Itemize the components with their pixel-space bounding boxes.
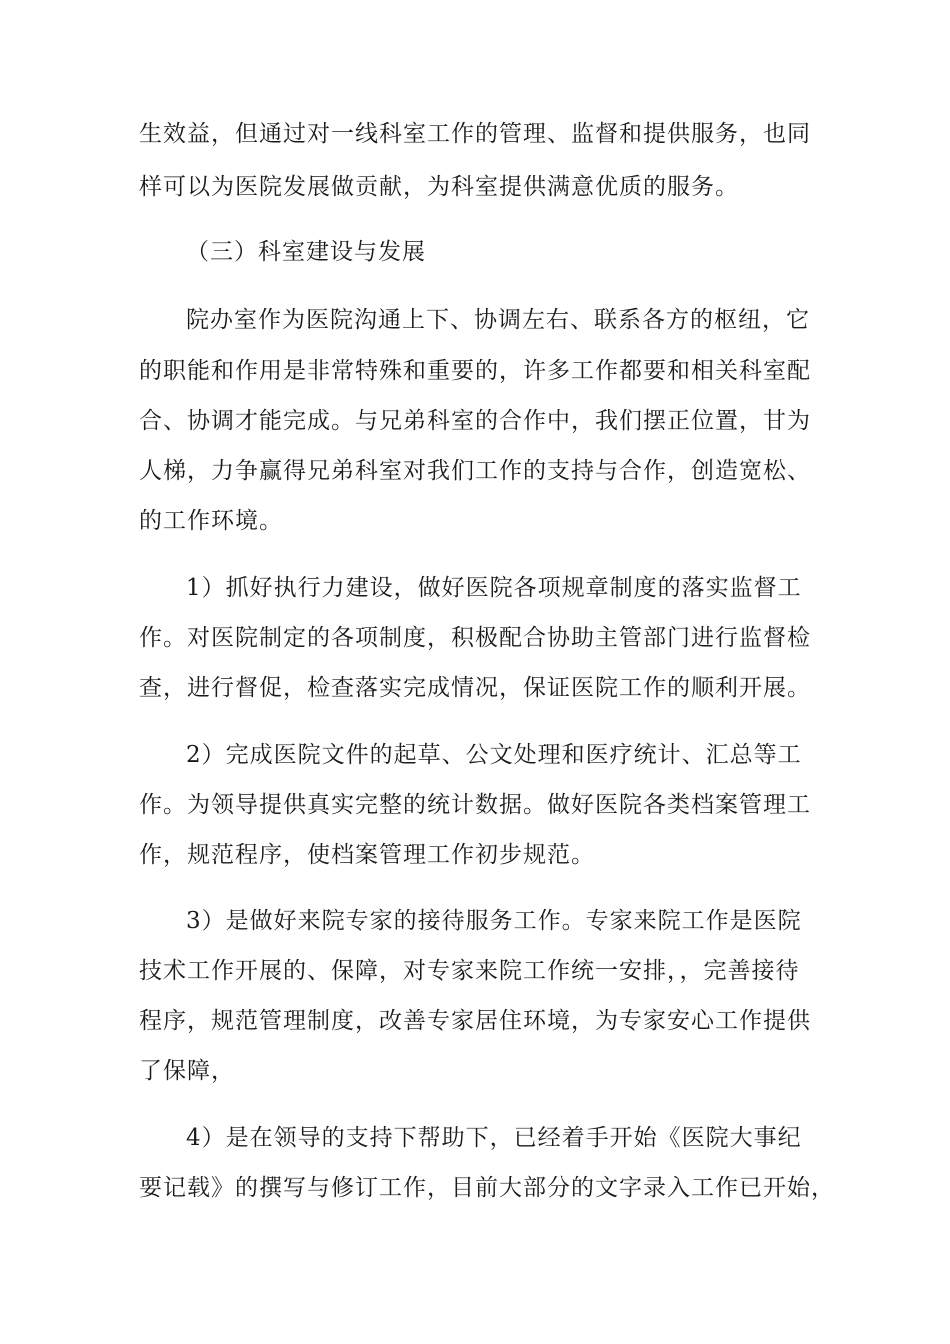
text-line: 的工作环境。	[139, 508, 283, 534]
text-line: 2）完成医院文件的起草、公文处理和医疗统计、汇总等工	[186, 742, 802, 768]
text-line: 程序，规范管理制度，改善专家居住环境，为专家安心工作提供	[139, 1008, 811, 1034]
text-line: 作，规范程序，使档案管理工作初步规范。	[139, 842, 595, 868]
text-line: 3）是做好来院专家的接待服务工作。专家来院工作是医院	[186, 908, 802, 934]
text-line: 4）是在领导的支持下帮助下，已经着手开始《医院大事纪	[186, 1125, 802, 1151]
text-line: 作。为领导提供真实完整的统计数据。做好医院各类档案管理工	[139, 792, 811, 818]
text-line: 合、协调才能完成。与兄弟科室的合作中，我们摆正位置，甘为	[139, 408, 811, 434]
section-heading: （三）科室建设与发展	[186, 239, 426, 265]
text-line: 技术工作开展的、保障，对专家来院工作统一安排，，完善接待	[139, 958, 800, 984]
text-line: 查，进行督促，检查落实完成情况，保证医院工作的顺利开展。	[139, 675, 811, 701]
text-line: 作。对医院制定的各项制度，积极配合协助主管部门进行监督检	[139, 625, 811, 651]
text-line: 生效益，但通过对一线科室工作的管理、监督和提供服务，也同	[139, 121, 811, 147]
text-line: 1）抓好执行力建设，做好医院各项规章制度的落实监督工	[186, 575, 802, 601]
text-line: 人梯，力争赢得兄弟科室对我们工作的支持与合作，创造宽松、	[139, 458, 811, 484]
text-line: 院办室作为医院沟通上下、协调左右、联系各方的枢纽，它	[186, 307, 810, 333]
text-line: 的职能和作用是非常特殊和重要的，许多工作都要和相关科室配	[139, 358, 811, 384]
text-line: 了保障，	[139, 1058, 235, 1084]
text-line: 要记载》的撰写与修订工作，目前大部分的文字录入工作已开始，	[139, 1175, 835, 1201]
text-line: 样可以为医院发展做贡献，为科室提供满意优质的服务。	[139, 174, 739, 200]
